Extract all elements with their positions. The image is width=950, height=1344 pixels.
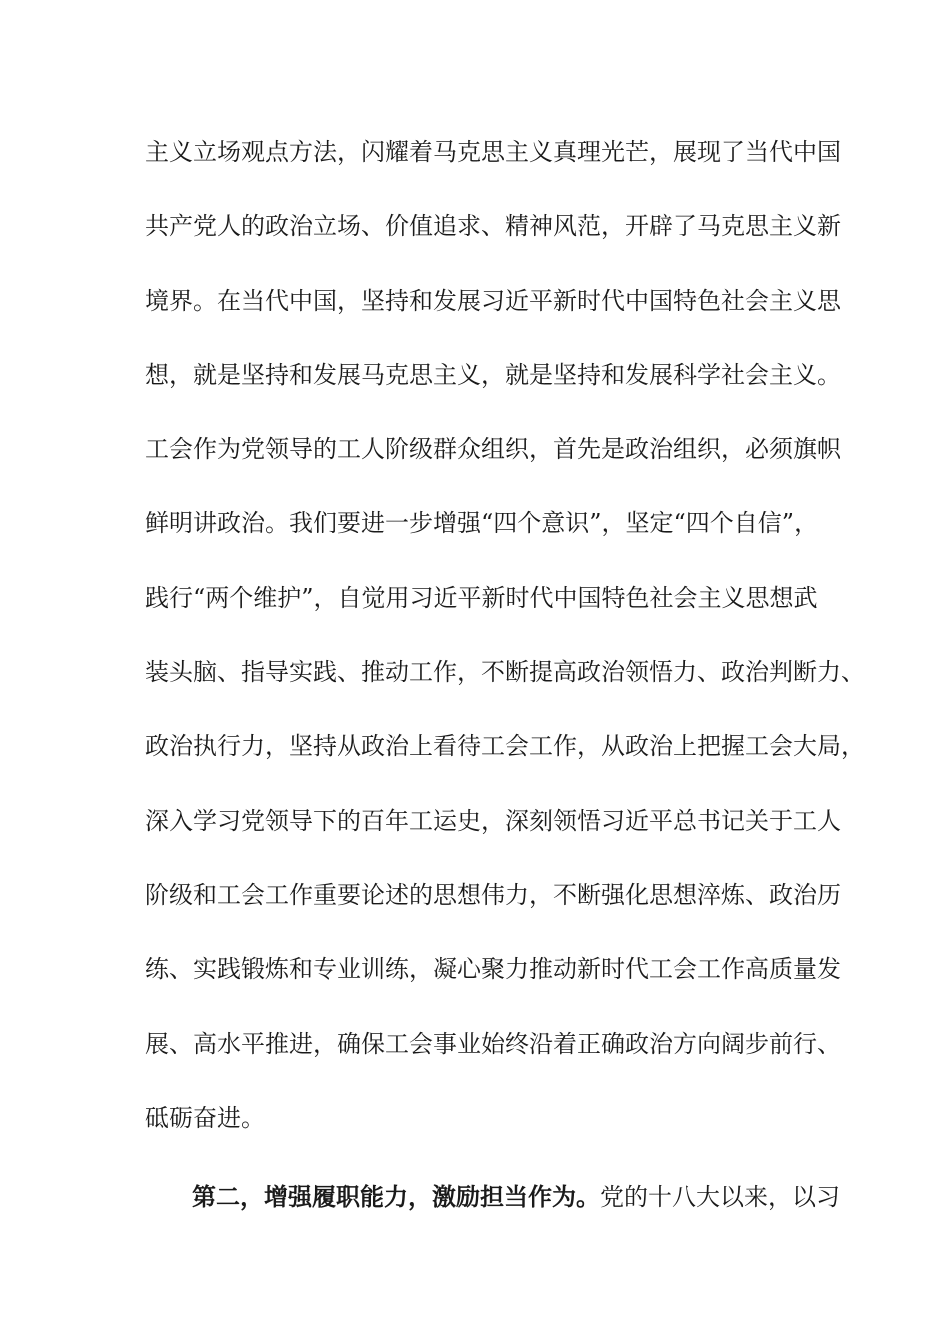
paragraph-line: 阶级和工会工作重要论述的思想伟力，不断强化思想淬炼、政治历 — [145, 881, 841, 909]
paragraph-line: 鲜明讲政治。我们要进一步增强“四个意识”，坚定“四个自信”， — [145, 509, 819, 537]
paragraph-text: 党的十八大以来，以习 — [600, 1183, 840, 1211]
paragraph-line: 共产党人的政治立场、价值追求、精神风范，开辟了马克思主义新 — [145, 212, 841, 240]
paragraph-line: 践行“两个维护”，自觉用习近平新时代中国特色社会主义思想武 — [145, 584, 818, 612]
paragraph-line: 境界。在当代中国，坚持和发展习近平新时代中国特色社会主义思 — [145, 287, 841, 315]
paragraph-line: 练、实践锻炼和专业训练，凝心聚力推动新时代工会工作高质量发 — [145, 955, 841, 983]
paragraph-line: 砥砺奋进。 — [145, 1104, 265, 1132]
paragraph-line: 装头脑、指导实践、推动工作，不断提高政治领悟力、政治判断力、 — [145, 658, 865, 686]
paragraph-first-line — [192, 1180, 872, 1214]
paragraph-line: 主义立场观点方法，闪耀着马克思主义真理光芒，展现了当代中国 — [145, 138, 841, 166]
paragraph-bold-heading: 第二，增强履职能力，激励担当作为。 — [192, 1182, 600, 1211]
paragraph-line: 想，就是坚持和发展马克思主义，就是坚持和发展科学社会主义。 — [145, 361, 841, 389]
paragraph-line: 政治执行力，坚持从政治上看待工会工作，从政治上把握工会大局， — [145, 732, 865, 760]
paragraph-line: 工会作为党领导的工人阶级群众组织，首先是政治组织，必须旗帜 — [145, 435, 841, 463]
paragraph-line: 展、高水平推进，确保工会事业始终沿着正确政治方向阔步前行、 — [145, 1030, 841, 1058]
paragraph-line: 深入学习党领导下的百年工运史，深刻领悟习近平总书记关于工人 — [145, 807, 841, 835]
